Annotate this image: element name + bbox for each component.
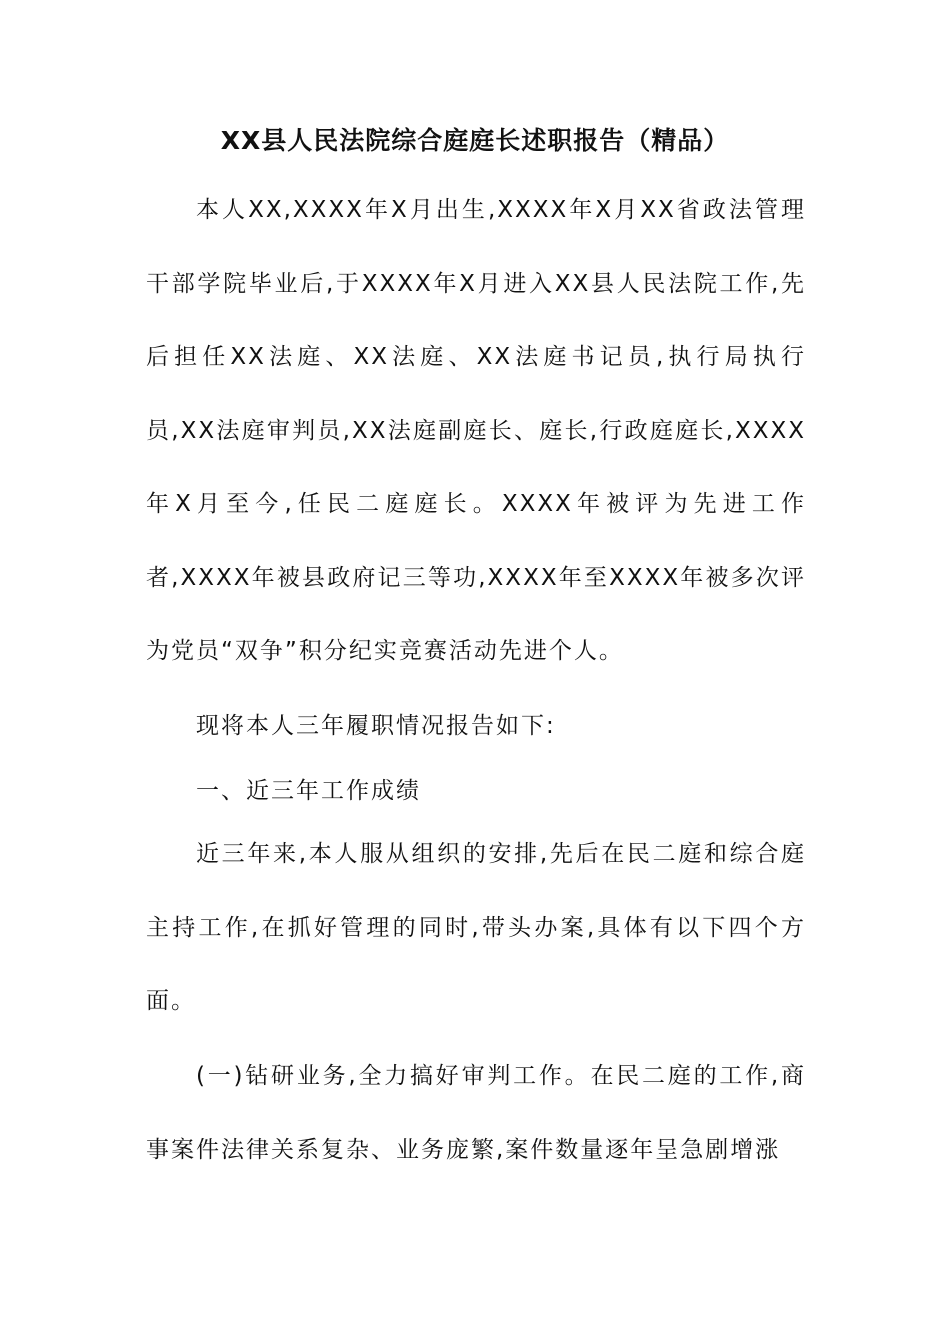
document-title: XX县人民法院综合庭庭长述职报告（精品）	[220, 126, 730, 155]
paragraph-trial-work: (一)钻研业务,全力搞好审判工作。在民二庭的工作,商事案件法律关系复杂、业务庞繁,案件数量逐年呈急剧增涨	[146, 1063, 806, 1163]
section-heading-achievements: 一、近三年工作成绩	[196, 778, 421, 804]
paragraph-work-overview: 近三年来,本人服从组织的安排,先后在民二庭和综合庭主持工作,在抓好管理的同时,带头办案,具体有以下四个方面。	[146, 841, 806, 1014]
paragraph-personal-profile: 本人XX,XXXX年X月出生,XXXX年X月XX省政法管理干部学院毕业后,于XXXX年X月进入XX县人民法院工作,先后担任XX法庭、XX法庭、XX法庭书记员,执行局执行员,XX法庭审判员,XX法庭副庭长、庭长,行政庭庭长,XXXX年X月至今,任民二庭庭长。XXXX年被评为先进工作者,XXXX年被县政府记三等功,XXXX年至XXXX年被多次评为党员“双争”积分纪实竞赛活动先进个人。	[146, 197, 806, 664]
paragraph-report-intro: 现将本人三年履职情况报告如下:	[196, 713, 556, 739]
